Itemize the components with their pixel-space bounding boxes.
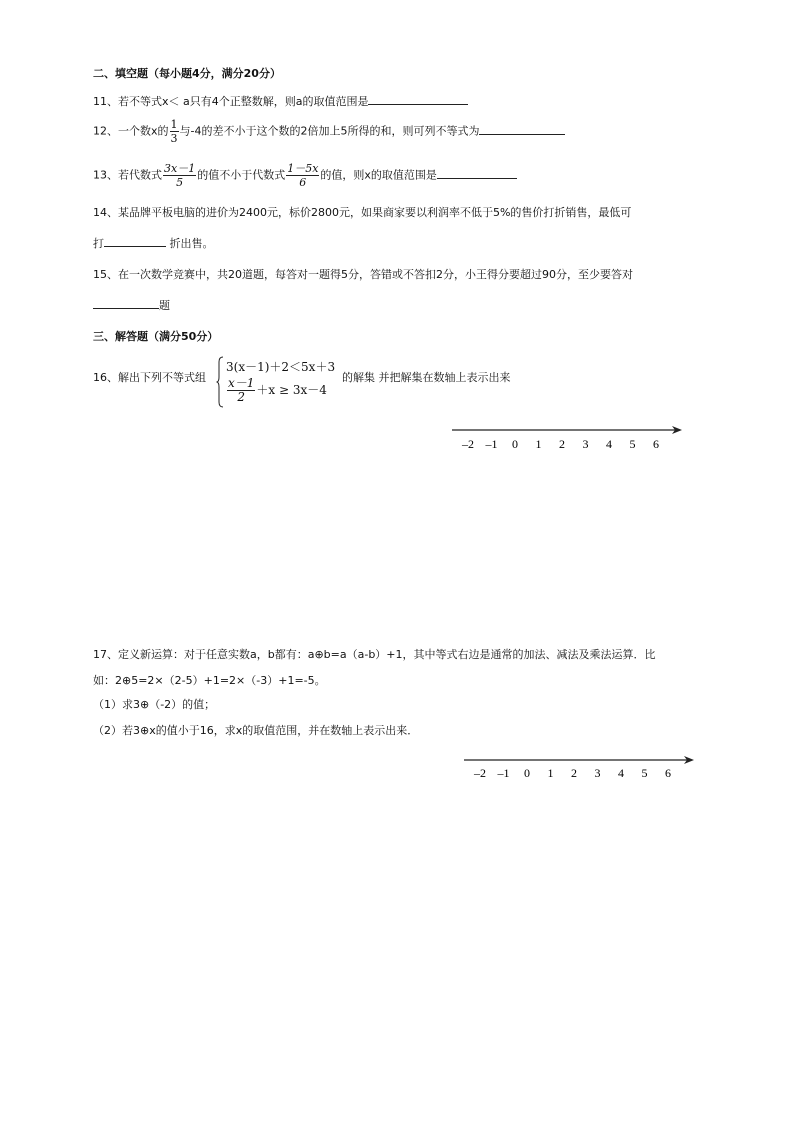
question-11-text: 11、若不等式x＜ a只有4个正整数解，则a的取值范围是 xyxy=(93,95,369,108)
number-line-label: 2 xyxy=(559,437,565,451)
number-line-label: 4 xyxy=(606,437,612,451)
fraction-denominator: 6 xyxy=(299,176,307,189)
question-15-post: 题 xyxy=(159,299,170,312)
fraction-numerator: x－1 xyxy=(228,376,255,390)
number-line-q17 xyxy=(462,752,702,786)
question-13-pre: 13、若代数式 xyxy=(93,168,162,182)
question-12-post: 与-4的差不小于这个数的2倍加上5所得的和，则可列不等式为 xyxy=(179,124,480,138)
fraction-denominator: 5 xyxy=(176,176,184,189)
answer-blank-13[interactable] xyxy=(437,168,517,179)
answer-blank-15[interactable] xyxy=(93,298,159,309)
fraction-numerator: 1 xyxy=(170,118,178,131)
question-14-pre: 打 xyxy=(93,237,104,250)
question-14-post: 折出售。 xyxy=(166,237,214,250)
number-line-label: –2 xyxy=(474,766,486,780)
section-3-heading: 三、解答题（满分50分） xyxy=(93,330,219,343)
fraction-3x-1-over-5 xyxy=(163,162,196,189)
number-line-q16 xyxy=(450,420,690,454)
fraction-numerator: 3x－1 xyxy=(164,162,196,175)
inequality-row-2 xyxy=(226,377,327,404)
number-line-label: 2 xyxy=(571,766,577,780)
question-16-post: 的解集 并把解集在数轴上表示出来 xyxy=(342,371,511,384)
question-17-part-1: （1）求3⊕（-2）的值； xyxy=(93,698,216,711)
question-11 xyxy=(93,94,468,109)
left-brace-icon xyxy=(216,356,224,408)
question-13 xyxy=(93,162,517,189)
inequality-row-1: 3(x－1)＋2＜5x＋3 xyxy=(226,360,336,374)
number-line-label: –1 xyxy=(485,437,498,451)
inequality-row-2-rest: ＋x ≥ 3x－4 xyxy=(256,383,327,397)
number-line-label: 6 xyxy=(665,766,671,780)
number-line-label: 1 xyxy=(547,766,554,780)
number-line-label: 3 xyxy=(582,437,589,451)
fraction-denominator: 3 xyxy=(170,132,178,145)
fraction-numerator: 1－5x xyxy=(287,162,319,175)
fraction-one-third xyxy=(170,118,179,145)
number-line-label: 6 xyxy=(653,437,659,451)
answer-blank-14[interactable] xyxy=(104,236,166,247)
question-17-line-1: 17、定义新运算：对于任意实数a，b都有：a⊕b=a（a-b）+1，其中等式右边是通常的加法、减法及乘法运算．比 xyxy=(93,648,656,661)
number-line-label: 5 xyxy=(629,437,636,451)
question-17-part-2: （2）若3⊕x的值小于16，求x的取值范围，并在数轴上表示出来． xyxy=(93,724,419,737)
question-15-line-2 xyxy=(93,298,170,313)
answer-blank-12[interactable] xyxy=(479,124,565,135)
question-15-line-1: 15、在一次数学竞赛中，共20道题，每答对一题得5分，答错或不答扣2分，小王得分要超过90分，至少要答对 xyxy=(93,268,633,281)
question-14-line-2 xyxy=(93,236,214,251)
number-line-label: –2 xyxy=(462,437,474,451)
number-line-label: 4 xyxy=(618,766,624,780)
number-line-label: 0 xyxy=(512,437,518,451)
question-12 xyxy=(93,118,565,145)
question-13-mid: 的值不小于代数式 xyxy=(197,168,286,182)
fraction-1-5x-over-6 xyxy=(286,162,319,189)
number-line-label: 0 xyxy=(524,766,530,780)
number-line-label: 1 xyxy=(535,437,542,451)
number-line-label: –1 xyxy=(497,766,510,780)
fraction-x-1-over-2 xyxy=(227,377,255,404)
number-line-label: 5 xyxy=(641,766,648,780)
question-12-pre: 12、一个数x的 xyxy=(93,124,169,138)
answer-blank-11[interactable] xyxy=(368,94,468,105)
section-2-heading: 二、填空题（每小题4分，满分20分） xyxy=(93,67,281,80)
question-13-post: 的值，则x的取值范围是 xyxy=(320,168,437,182)
question-16-pre: 16、解出下列不等式组 xyxy=(93,371,206,384)
fraction-denominator: 2 xyxy=(237,390,246,404)
question-17-line-2: 如：2⊕5=2×（2-5）+1=2×（-3）+1=-5。 xyxy=(93,674,326,687)
question-14-line-1: 14、某品牌平板电脑的进价为2400元，标价2800元，如果商家要以利润率不低于5%的售价打折销售，最低可 xyxy=(93,206,632,219)
number-line-label: 3 xyxy=(594,766,601,780)
